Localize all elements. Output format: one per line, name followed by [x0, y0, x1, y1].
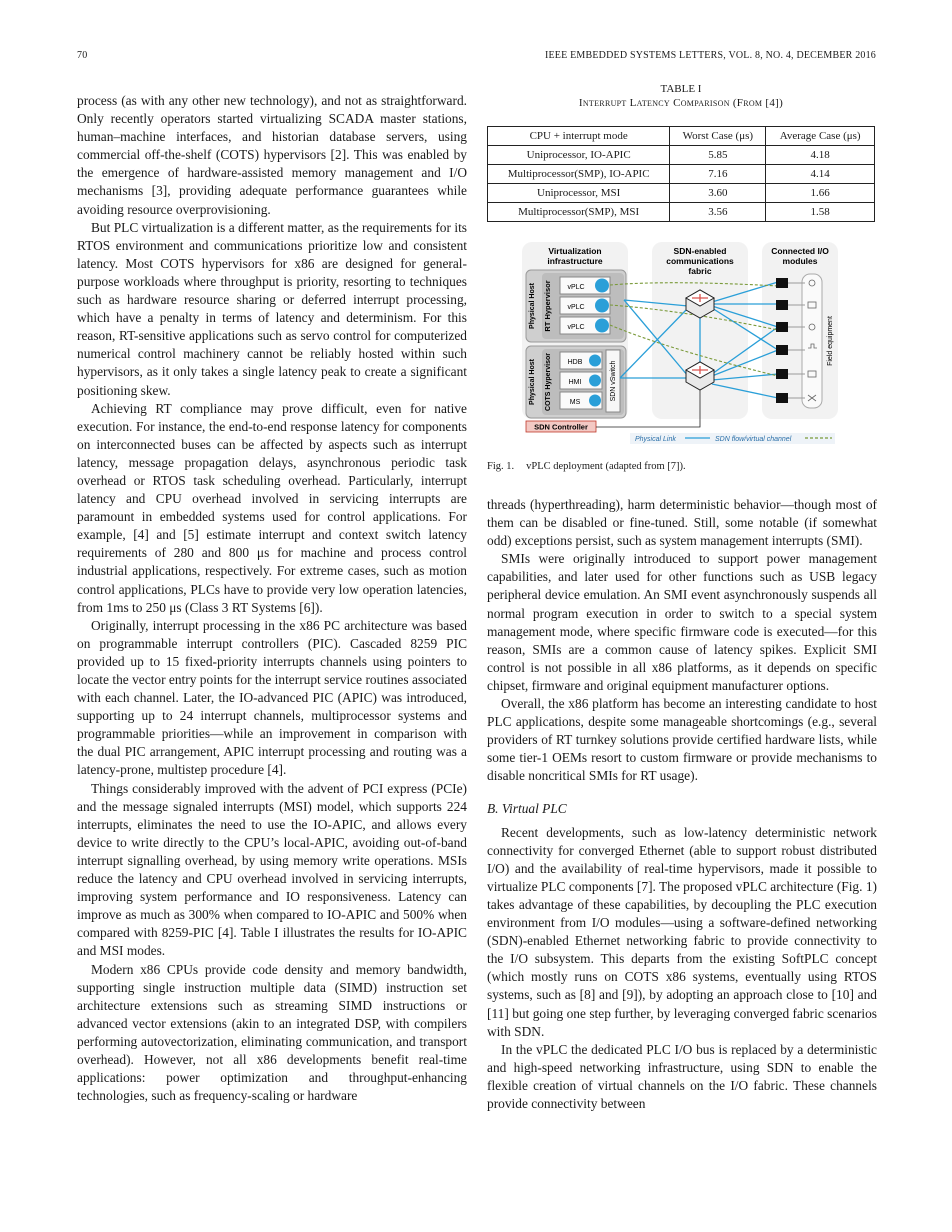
vm-nic-icon — [595, 299, 609, 313]
table-cell: Multiprocessor(SMP), MSI — [488, 203, 670, 222]
table-row — [488, 184, 875, 203]
page-number: 70 — [77, 50, 88, 61]
figure-caption-text: vPLC deployment (adapted from [7]). — [526, 461, 686, 472]
table-header-row — [488, 127, 875, 146]
host1-label: Physical Host — [529, 283, 536, 329]
controller-label: SDN Controller — [534, 422, 588, 432]
sdn-title-line: fabric — [688, 266, 712, 276]
figure-caption-label: Fig. 1. — [487, 461, 515, 472]
paragraph: process (as with any other new technology), and not as straightforward. Only recently operators started virtualizing SCADA master stations, human–machine interfaces, and historian database servers, using commercial off-the-shelf (COTS) hypervisors [2]. This was enabled by the emergence of hardware-assisted memory management and I/O mechanisms [3], providing adequate performance guarantees while avoiding resource overprovisioning. — [77, 93, 467, 217]
paragraph: Things considerably improved with the advent of PCI express (PCIe) and the message signaled interrupts (MSI) model, which supports 224 interrupts, eliminates the need to use the IO-APIC, and allows every device to write directly to the CPU’s local-APIC, avoiding out-of-band interrupt signalling overhead, by using memory write operations. MSIs reduce the latency and CPU overhead involved in servicing interrupts, improving system performance and IO responsiveness. Latency can improve as much as 300% when compared to IO-APIC and 500% when compared with 8259-PIC [4]. Table I illustrates the results for IO-APIC and MSI modes. — [77, 780, 467, 959]
table-cell: 1.58 — [766, 203, 875, 222]
table-row — [488, 165, 875, 184]
io-module-icon — [776, 322, 788, 332]
paragraph: But PLC virtualization is a different matter, as the requirements for its RTOS environment and communications prioritize low and consistent latency. Most COTS hypervisors for x86 are designed for general-purpose workloads where throughput is priority, resorting to techniques such as hardware resource sharing or deferred interrupt processing, which have a penalty in terms of latency and determinism. For this reason, RT-sensitive applications such as servo control for computerized numerical control machinery cannot be reliably hosted within such hypervisors, as it only takes a single latency peak to create a significant positioning skew. — [77, 219, 467, 398]
table-label: TABLE I — [660, 83, 702, 95]
paragraph: Overall, the x86 platform has become an interesting candidate to host PLC applications, despite some manageable shortcomings (e.g., several providers of RT turnkey solutions provide certified hardware lists, while some tier-1 OEMs resort to custom firmware or provide mechanisms to disable noncritical SMIs for RT usage). — [487, 696, 877, 784]
sdn-title-line: SDN-enabled — [673, 246, 727, 256]
table-cell: 4.18 — [766, 146, 875, 165]
vm-label: vPLC — [567, 324, 585, 331]
vm-label: HMI — [568, 379, 582, 386]
table-cell: Multiprocessor(SMP), IO-APIC — [488, 165, 670, 184]
io-module-icon — [776, 300, 788, 310]
virt-title-line: infrastructure — [547, 256, 603, 266]
vplc-deployment-figure — [520, 240, 840, 445]
table-header: Worst Case (μs) — [670, 127, 766, 146]
table-cell: 3.60 — [670, 184, 766, 203]
sdn-title-line: communications — [666, 256, 734, 266]
paragraph: threads (hyperthreading), harm deterministic behavior—though most of them can be disabled or fine-tuned. Still, some notable (if somewhat odd) exceptions persist, such as system management interrupts (SMI). — [487, 497, 877, 549]
paragraph: In the vPLC the dedicated PLC I/O bus is replaced by a deterministic and high-speed networking infrastructure, using SDN to enable the flexible creation of virtual channels on the I/O fabric. These channels provide connectivity between — [487, 1041, 877, 1111]
host2-hypervisor: COTS Hypervisor — [545, 353, 552, 411]
paragraph: Originally, interrupt processing in the x86 PC architecture was based on programmable interrupt controllers (PIC). Cascaded 8259 PIC provided up to 15 fixed-priority interrupts channels using pointers to locate the vector entry points for the interrupt service routines associated with each channel. Later, the IO-advanced PIC (APIC) was introduced, supporting up to 24 interrupt channels, multiprocessor systems and programmable priorities—while an improvement in comparison with the dual PIC arrangement, APIC interrupt processing and routing was a latency-prone, multistep procedure [4]. — [77, 617, 467, 778]
table-header: Average Case (μs) — [766, 127, 875, 146]
vm-nic-icon — [595, 279, 609, 293]
io-title-line: modules — [782, 256, 818, 266]
table-header: CPU + interrupt mode — [488, 127, 670, 146]
section-heading: B. Virtual PLC — [487, 800, 567, 816]
table-row — [488, 146, 875, 165]
field-equipment-label: Field equipment — [826, 316, 834, 366]
field-equipment-panel — [802, 274, 822, 408]
table-caption: Interrupt Latency Comparison (From [4]) — [578, 97, 784, 109]
io-module-icon — [776, 393, 788, 403]
table-cell: 3.56 — [670, 203, 766, 222]
right-column — [487, 496, 877, 1113]
virt-title — [547, 246, 603, 266]
vm-nic-icon — [589, 355, 601, 367]
journal-header: IEEE EMBEDDED SYSTEMS LETTERS, VOL. 8, NO. 4, DECEMBER 2016 — [544, 50, 876, 61]
paragraph: Recent developments, such as low-latency deterministic network connectivity for converged Ethernet (able to support robust distributed I/O) and the availability of real-time hypervisors, made it possible to virtualize PLC components [7]. The proposed vPLC architecture (Fig. 1) takes advantage of these capabilities, by decoupling the PLC execution environment from I/O modules—using a software-defined networking (SDN)-enabled Ethernet networking fabric to provide connectivity to the I/O subsystem. This departs from the existing SoftPLC concept (which mostly runs on COTS x86 systems, eventually using RTOS systems, such as [8] and [9]), by adopting an approach close to [10] and [11] but going one step further, by leveraging converged fabric scenarios with SDN. — [487, 824, 877, 1039]
vm-label: vPLC — [567, 284, 585, 291]
vm-label: vPLC — [567, 304, 585, 311]
table-cell: 4.14 — [766, 165, 875, 184]
vm-label: MS — [569, 399, 581, 406]
vm-nic-icon — [595, 319, 609, 333]
table-cell: 7.16 — [670, 165, 766, 184]
table-cell: Uniprocessor, IO-APIC — [488, 146, 670, 165]
vm-nic-icon — [589, 395, 601, 407]
host1-hypervisor: RT Hypervisor — [543, 280, 552, 332]
vswitch-label: SDN vSwitch — [609, 360, 617, 402]
table-cell: Uniprocessor, MSI — [488, 184, 670, 203]
latency-table — [487, 126, 875, 222]
vm-nic-icon — [589, 375, 601, 387]
paragraph: SMIs were originally introduced to support power management capabilities, and later used for other functions such as USB legacy peripheral device emulation. An SMI event asynchronously suspends all normal program execution in order to switch to a special system management mode, where specific firmware code is executed—for this reason, SMIs are a common cause of latency spikes. Explicit SMI control is not possible in all x86 platforms, as it depends on specific chipset, firmware and original equipment manufacturer options. — [487, 551, 877, 693]
table-cell: 5.85 — [670, 146, 766, 165]
vm-label: HDB — [567, 359, 583, 366]
io-module-icon — [776, 369, 788, 379]
table-title — [487, 82, 875, 110]
table-row — [488, 203, 875, 222]
io-module-icon — [776, 345, 788, 355]
virt-title-line: Virtualization — [548, 246, 602, 256]
legend-physical: Physical Link — [635, 436, 676, 443]
paragraph: Modern x86 CPUs provide code density and memory bandwidth, supporting single instruction multiple data (SIMD) instruction set architecture extensions such as streaming SIMD instructions or advanced vector extensions (akin to an integrated DSP, with compilers performing autovectorization, eliminating communication, and transport overhead). However, not all x86 developments benefit real-time applications: power optimization and throughput-enhancing technologies, such as frequency-scaling or hardware — [77, 961, 467, 1104]
io-module-icon — [776, 278, 788, 288]
left-column — [77, 92, 467, 1105]
io-title-line: Connected I/O — [771, 246, 829, 256]
table-cell: 1.66 — [766, 184, 875, 203]
paragraph: Achieving RT compliance may prove difficult, even for native execution. For instance, the end-to-end response latency for components on interconnected buses can be affected by aspects such as interrupt latency, message propagation delays, asynchronous periodic task overhead or RTOS task scheduling overhead. Particularly, interrupt latency and CPU overhead involved in servicing interrupts are paramount in embedded systems used for control applications. For example, [4] and [5] estimate interrupt and context switch latency requirements of 280 and 800 μs for machine and process control industrial applications, respectively. For extreme cases, such as motion control applications, PLCs have to provide very low operation latencies, from 1ms to 250 μs (Class 3 RT Systems [6]). — [77, 400, 467, 615]
figure-caption — [487, 461, 698, 472]
legend-sdn: SDN flow/virtual channel — [715, 436, 792, 443]
host2-label: Physical Host — [529, 359, 536, 405]
